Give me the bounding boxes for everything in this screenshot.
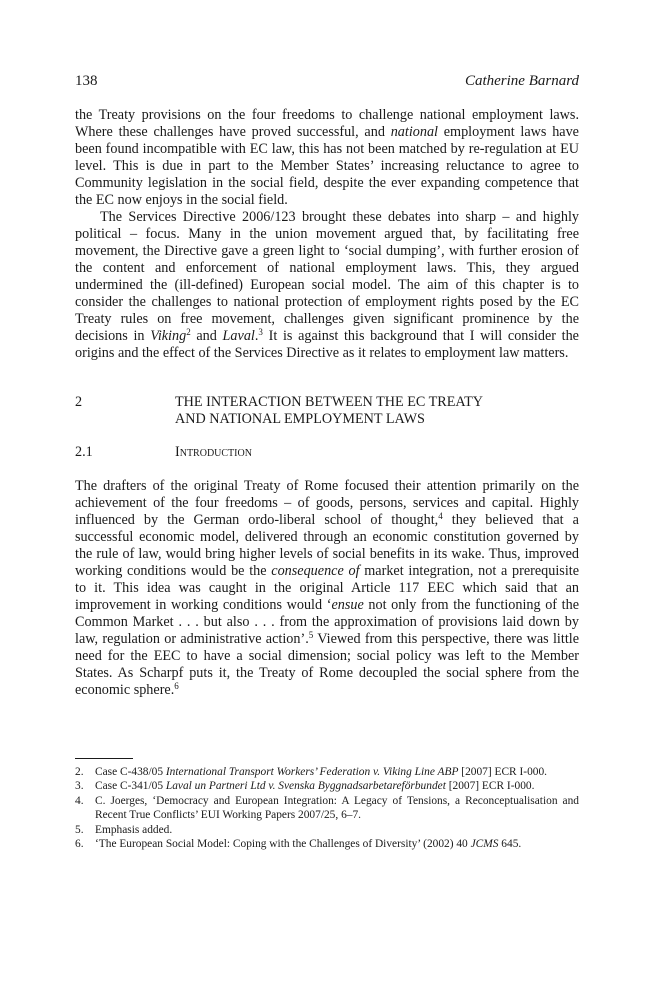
page-number: 138: [75, 73, 98, 89]
footnote-text-pre: ‘The European Social Model: Coping with the Challenges of Diversity’ (2002) 40: [95, 838, 471, 851]
paragraph-1-emphasis: national: [390, 124, 438, 140]
footnote-rule: [75, 758, 133, 759]
paragraph-2-period: .: [254, 328, 259, 344]
footnote-text: [95, 794, 579, 823]
footnote-text-italic: Laval un Partneri Ltd v. Svenska Byggnadsarbetareförbundet: [165, 780, 446, 793]
paragraph-3-text-b: they believed that a successful economic model, delivered through an economic constitution governed by the rule of law, would bring higher levels of social benefits in its wake. Thus, improved working conditions would be the: [75, 512, 579, 579]
footnote-text-italic: International Transport Workers’ Federation v. Viking Line ABP: [165, 766, 459, 778]
subsection-number: 2.1: [75, 444, 93, 460]
footnote: [75, 765, 579, 779]
footnote-ref-4: 4: [438, 511, 443, 521]
footnote-ref-5: 5: [308, 630, 314, 640]
section-number: 2: [75, 394, 83, 410]
paragraph-2: [75, 209, 579, 362]
footnote-text: [95, 837, 579, 851]
paragraph-3-text-e: Viewed from this perspective, there was little need for the EEC to have a social dimension; social policy was left to the Member States. As Scharpf puts it, the Treaty of Rome decoupled the social sphere from the economic sphere.: [75, 631, 579, 698]
footnote: [75, 837, 579, 851]
paragraph-2-text-a: The Services Directive 2006/123 brought these debates into sharp – and highly political – focus. Many in the union movement argued that, by facilitating free movement, the Directive gave a green light to ‘social dumping’, with further erosion of the content and enforcement of national employment laws. This, they argued undermined the (ill-defined) European social model. The aim of this chapter is to consider the challenges to national protection of employment rights posed by the EC Treaty rules on free movement, challenges given significant prominence by the decisions in: [75, 209, 579, 344]
paragraph-2-text-b: It is against this background that I will consider the origins and the effect of the Services Directive as it relates to employment law matters.: [75, 328, 579, 361]
footnote-text: [95, 765, 579, 779]
footnote-text-post: [2007] ECR I-000.: [445, 780, 535, 793]
footnote-number: 2.: [75, 766, 84, 778]
footnote: [75, 794, 579, 823]
footnote-text-post: 645.: [498, 838, 522, 851]
paragraph-3-emphasis-consequence: consequence of: [271, 563, 360, 579]
main-text: [75, 107, 579, 699]
footnote-ref-2: 2: [186, 327, 191, 337]
paragraph-1: [75, 107, 579, 209]
footnote-text: [95, 823, 579, 837]
case-viking: Viking: [150, 328, 187, 344]
section-title-line-2: AND NATIONAL EMPLOYMENT LAWS: [175, 411, 425, 427]
case-laval: Laval: [222, 328, 255, 344]
running-head-author: Catherine Barnard: [464, 73, 579, 89]
footnote: [75, 823, 579, 837]
running-header: [75, 71, 579, 91]
subsection-title: Introduction: [175, 444, 252, 460]
footnote-number: 4.: [75, 794, 84, 807]
section-heading-2: [75, 394, 579, 428]
footnote-text-pre: C. Joerges, ‘Democracy and European Integration: A Legacy of Tensions, a Reconceptualisation and Recent True Conflicts’ EUI Working Papers 2007/25, 6–7.: [95, 794, 579, 822]
footnote-text-italic: JCMS: [470, 838, 499, 851]
paragraph-3: [75, 478, 579, 699]
paragraph-3-text-d: not only from the functioning of the Common Market . . . but also . . . from the approximation of provisions laid down by law, regulation or administrative action’.: [75, 597, 579, 647]
section-title-line-1: THE INTERACTION BETWEEN THE EC TREATY: [175, 394, 484, 410]
paragraph-2-and: and: [190, 328, 223, 344]
footnote-number: 3.: [75, 780, 84, 793]
footnote: [75, 779, 579, 793]
footnote-text-post: [2007] ECR I-000.: [458, 766, 548, 778]
footnote-text-pre: Emphasis added.: [95, 823, 173, 836]
footnote-text-pre: Case C-341/05: [95, 780, 166, 793]
subsection-heading-2-1: [75, 444, 579, 461]
section-title: [175, 394, 483, 428]
paragraph-1-text-a: the Treaty provisions on the four freedoms to challenge national employment laws. Where these challenges have proved successful, and: [75, 107, 579, 140]
paragraph-3-text-c: market integration, not a prerequisite to it. This idea was caught in the original Article 117 EEC which said that an improvement in working conditions would ‘: [75, 563, 580, 613]
footnote-number: 6.: [75, 838, 84, 851]
footnote-text-pre: Case C-438/05: [95, 766, 166, 778]
footnote-text: [95, 779, 579, 793]
footnote-number: 5.: [75, 823, 84, 836]
footnotes: [75, 765, 579, 851]
footnote-ref-6: 6: [174, 681, 179, 691]
paragraph-3-emphasis-ensue: ensue: [331, 597, 364, 613]
paragraph-3-text-a: The drafters of the original Treaty of Rome focused their attention primarily on the achievement of the four freedoms – of goods, persons, services and capital. Highly influenced by the German ordo-liberal school of thought,: [75, 478, 579, 528]
paragraph-1-text-b: employment laws have been found incompatible with EC law, this has not been matched by re-regulation at EU level. This is due in part to the Member States’ increasing reluctance to agree to Community legislation in the social field, despite the ever expanding competence that the EC now enjoys in the social field.: [75, 124, 579, 208]
footnote-ref-3: 3: [258, 327, 263, 337]
